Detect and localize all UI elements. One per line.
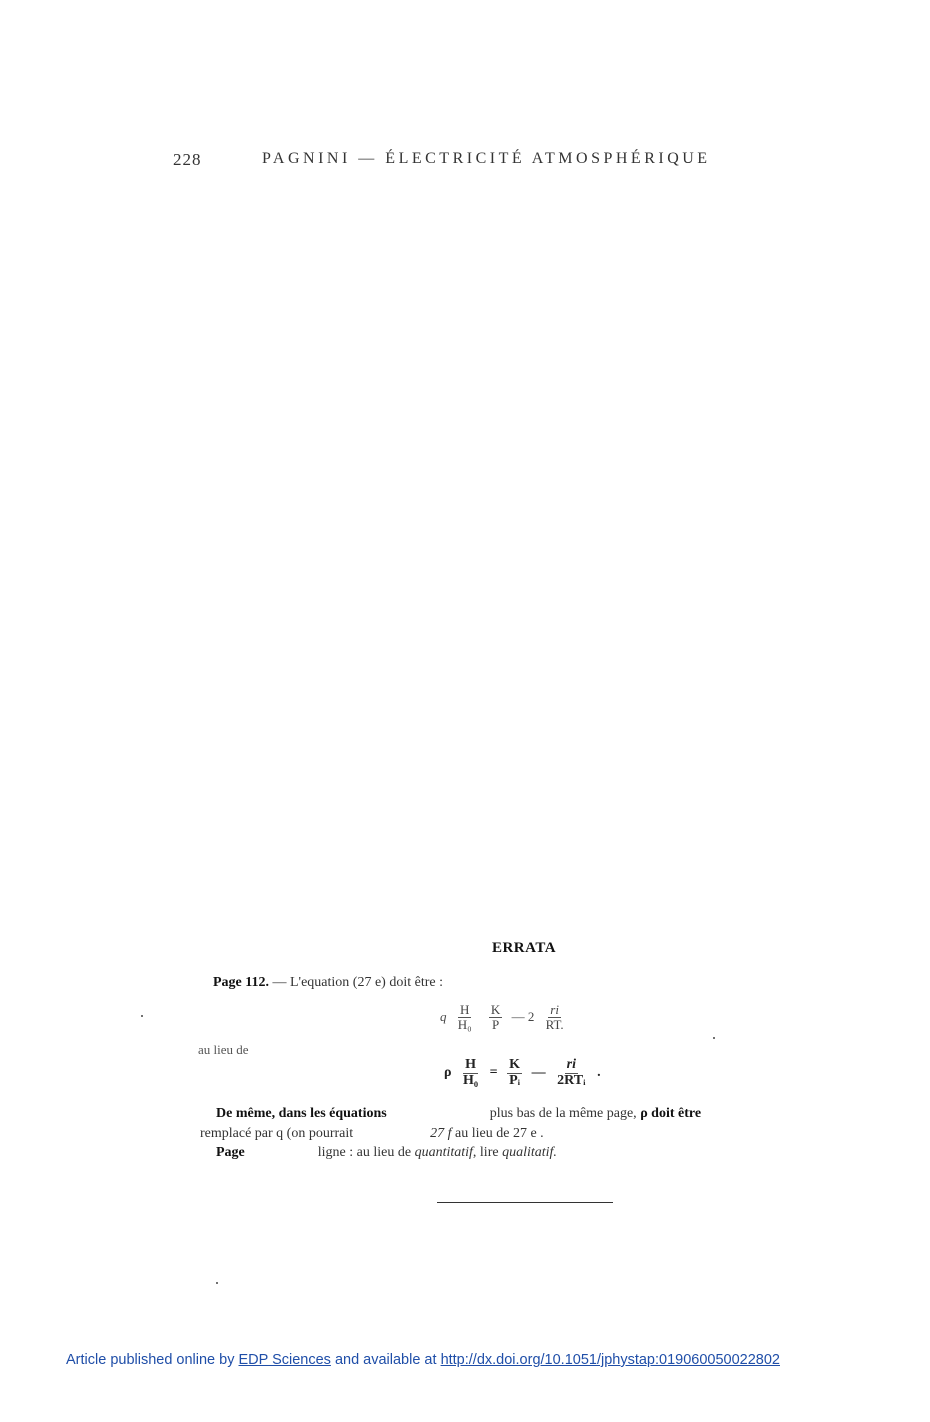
eq1-coef: q xyxy=(440,1009,447,1025)
eq1-frac2 xyxy=(489,1003,502,1031)
line2-end: au lieu de 27 e . xyxy=(451,1126,544,1141)
eq2-frac1 xyxy=(461,1058,480,1088)
doi-link[interactable]: http://dx.doi.org/10.1051/jphystap:019060050022802 xyxy=(440,1352,780,1368)
print-speck xyxy=(141,1015,143,1017)
line3-page: Page xyxy=(216,1145,245,1160)
line3-text: ligne : au lieu de xyxy=(317,1145,415,1160)
line3-correct-word: qualitatif. xyxy=(502,1145,557,1160)
line2-start: remplacé par q (on pourrait xyxy=(200,1126,354,1141)
eq2-frac3 xyxy=(555,1058,587,1088)
footer-middle: and available at xyxy=(330,1352,441,1368)
errata-title: ERRATA xyxy=(491,940,557,956)
eq2-equals: = xyxy=(489,1065,498,1081)
errata-line-1 xyxy=(216,1106,701,1122)
eq1-frac1-den: H₀ xyxy=(457,1016,472,1032)
print-speck xyxy=(216,1282,218,1284)
eq2-frac3-den: 2RTᵢ xyxy=(557,1072,586,1088)
closing-rule xyxy=(437,1202,613,1203)
eq1-frac3-num: ri xyxy=(550,1002,559,1017)
publication-footer xyxy=(66,1352,780,1368)
running-head: PAGNINI — ÉLECTRICITÉ ATMOSPHÉRIQUE xyxy=(262,150,711,167)
line1-start: De même, dans les équations xyxy=(216,1106,387,1121)
line1-end: ρ doit être xyxy=(640,1106,702,1121)
eq1-frac3-den: RT. xyxy=(545,1016,564,1032)
eq1-frac2-num: K xyxy=(490,1002,501,1017)
eq2-operator: — xyxy=(531,1065,546,1081)
original-equation xyxy=(444,1058,601,1088)
eq1-frac1 xyxy=(456,1003,474,1031)
page-number: 228 xyxy=(173,150,202,169)
eq2-frac1-num: H xyxy=(465,1057,476,1072)
line2-middle: 27 f xyxy=(430,1126,452,1141)
eq2-frac2-den: Pᵢ xyxy=(509,1072,521,1088)
eq2-frac2 xyxy=(507,1058,522,1088)
eq1-frac2-den: P xyxy=(492,1016,500,1032)
print-speck xyxy=(713,1037,715,1039)
eq1-frac1-num: H xyxy=(460,1002,470,1017)
line3-wrong-word: quantitatif xyxy=(414,1145,473,1160)
line3-lire: , lire xyxy=(472,1145,503,1160)
footer-prefix: Article published online by xyxy=(66,1352,239,1368)
au-lieu-de-label: au lieu de xyxy=(198,1042,249,1057)
errata-line-2 xyxy=(200,1126,544,1142)
eq1-frac3 xyxy=(544,1003,566,1031)
errata-intro xyxy=(213,975,443,991)
eq1-operator: — 2 xyxy=(511,1009,535,1025)
errata-line-3 xyxy=(216,1145,557,1161)
eq2-frac1-den: H₀ xyxy=(463,1072,479,1088)
eq2-frac2-num: K xyxy=(509,1057,521,1072)
eq2-coef: ρ xyxy=(444,1065,452,1081)
eq2-frac3-num: ri xyxy=(566,1057,577,1072)
publisher-link[interactable]: EDP Sciences xyxy=(238,1352,331,1368)
errata-intro-text: — L'equation (27 e) doit être : xyxy=(269,975,443,990)
eq2-end: . xyxy=(597,1065,601,1081)
errata-page-ref: Page 112. xyxy=(213,975,269,990)
line1-middle: plus bas de la même page, xyxy=(489,1106,641,1121)
corrected-equation xyxy=(440,1003,572,1031)
